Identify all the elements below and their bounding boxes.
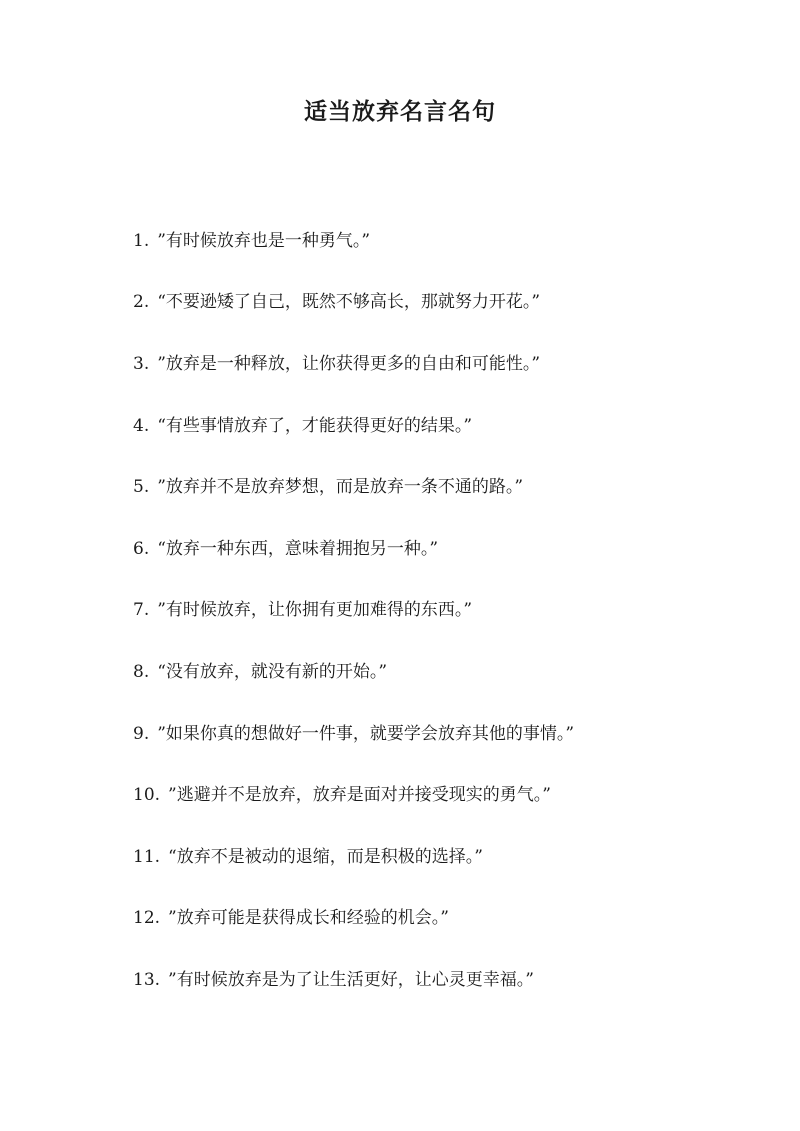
quote-text: “没有放弃，就没有新的开始。”	[157, 661, 388, 682]
quote-list	[133, 210, 753, 1011]
quote-text: ”放弃可能是获得成长和经验的机会。”	[168, 908, 449, 929]
list-item	[133, 210, 753, 272]
quote-text: ”放弃是一种释放，让你获得更多的自由和可能性。”	[157, 353, 541, 374]
list-item	[133, 949, 753, 1011]
quote-number: 4.	[133, 415, 150, 436]
list-item	[133, 333, 753, 395]
list-item	[133, 826, 753, 888]
quote-number: 13.	[133, 969, 161, 990]
quote-number: 6.	[133, 538, 150, 559]
quote-number: 12.	[133, 908, 161, 929]
list-item	[133, 888, 753, 950]
quote-text: ”有时候放弃也是一种勇气。”	[157, 230, 371, 251]
quote-text: ”放弃并不是放弃梦想，而是放弃一条不通的路。”	[157, 477, 524, 498]
quote-text: “放弃不是被动的退缩，而是积极的选择。”	[168, 846, 483, 867]
list-item	[133, 641, 753, 703]
quote-number: 2.	[133, 292, 150, 313]
quote-number: 5.	[133, 477, 150, 498]
list-item	[133, 703, 753, 765]
quote-number: 10.	[133, 785, 161, 806]
list-item	[133, 272, 753, 334]
list-item	[133, 764, 753, 826]
quote-number: 3.	[133, 353, 150, 374]
list-item	[133, 580, 753, 642]
list-item	[133, 456, 753, 518]
quote-number: 9.	[133, 723, 150, 744]
quote-number: 8.	[133, 661, 150, 682]
quote-number: 11.	[133, 846, 161, 867]
list-item	[133, 395, 753, 457]
quote-text: ”有时候放弃是为了让生活更好，让心灵更幸福。”	[168, 969, 534, 990]
quote-text: ”如果你真的想做好一件事，就要学会放弃其他的事情。”	[157, 723, 575, 744]
quote-number: 7.	[133, 600, 150, 621]
quote-text: ”逃避并不是放弃，放弃是面对并接受现实的勇气。”	[168, 785, 551, 806]
quote-number: 1.	[133, 230, 150, 251]
quote-text: “有些事情放弃了，才能获得更好的结果。”	[157, 415, 473, 436]
quote-text: “不要逊矮了自己，既然不够高长，那就努力开花。”	[157, 292, 541, 313]
list-item	[133, 518, 753, 580]
quote-text: ”有时候放弃，让你拥有更加难得的东西。”	[157, 600, 473, 621]
quote-text: “放弃一种东西，意味着拥抱另一种。”	[157, 538, 439, 559]
page-title: 适当放弃名言名句	[304, 98, 496, 125]
